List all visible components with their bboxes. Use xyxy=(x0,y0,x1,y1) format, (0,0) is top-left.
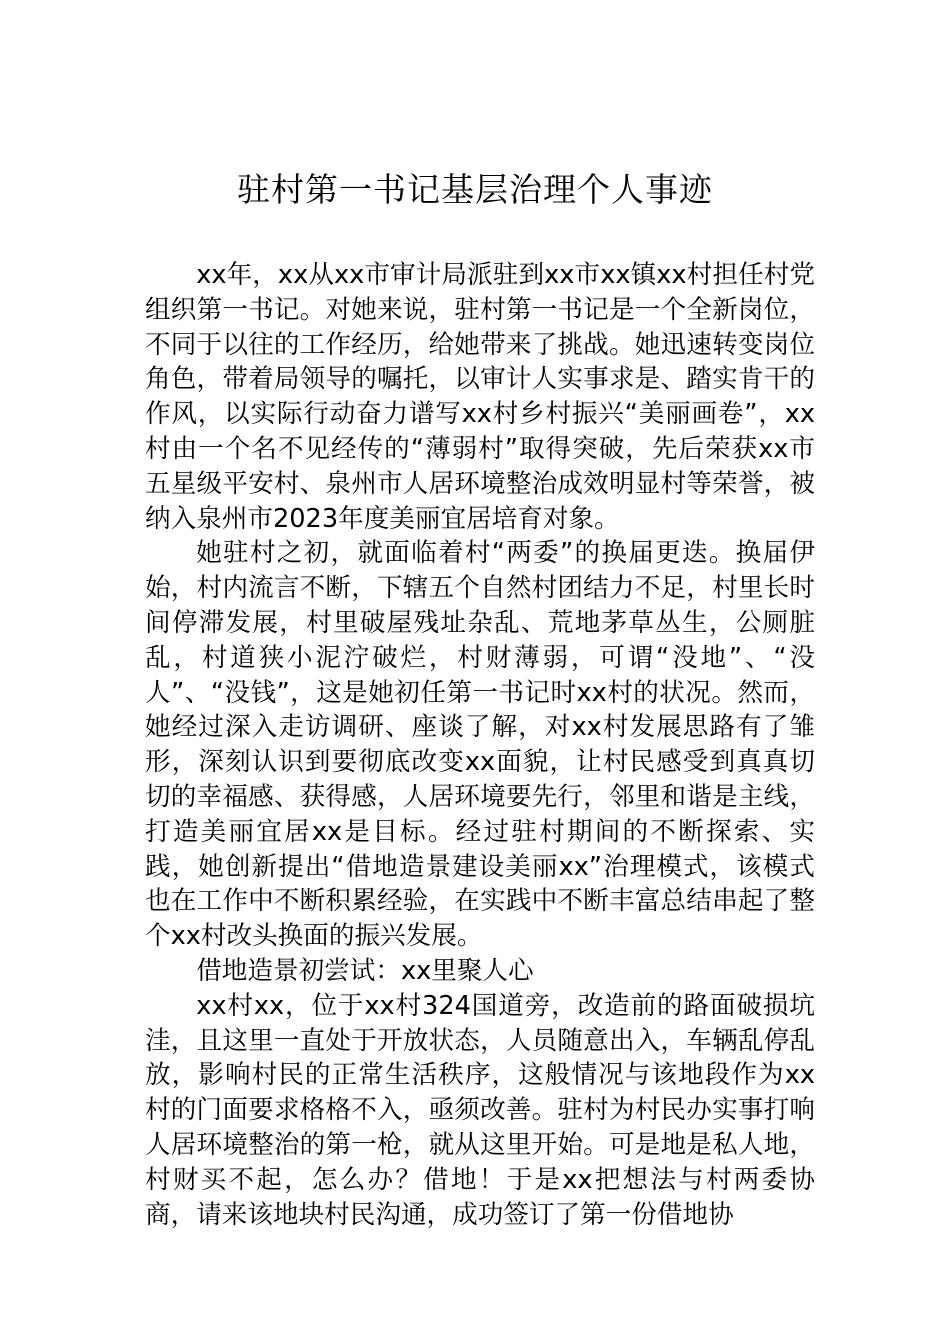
document-title: 驻村第一书记基层治理个人事迹 xyxy=(237,170,713,209)
section-heading: 借地造景初尝试：xx里聚人心 xyxy=(196,955,534,986)
paragraph: xx年，xx从xx市审计局派驻到xx市xx镇xx村担任村党组织第一书记。对她来说，驻村第一书记是一个全新岗位，不同于以往的工作经历，给她带来了挑战。她迅速转变岗位角色，带着局领导的嘱托，以审计人实事求是、踏实肯干的作风，以实际行动奋力谱写xx村乡村振兴“美丽画卷”，xx村由一个名不见经传的“薄弱村”取得突破，先后荣获xx市五星级平安村、泉州市人居环境整治成效明显村等荣誉，被纳入泉州市2023年度美丽宜居培育对象。 xyxy=(145,260,815,534)
document-body xyxy=(145,258,815,1232)
paragraph: 她驻村之初，就面临着村“两委”的换届更迭。换届伊始，村内流言不断，下辖五个自然村团结力不足，村里长时间停滞发展，村里破屋残址杂乱、荒地茅草丛生，公厕脏乱，村道狭小泥泞破烂，村财薄弱，可谓“没地”、“没人”、“没钱”，这是她初任第一书记时xx村的状况。然而，她经过深入走访调研、座谈了解，对xx村发展思路有了雏形，深刻认识到要彻底改变xx面貌，让村民感受到真真切切的幸福感、获得感，人居环境要先行，邻里和谐是主线，打造美丽宜居xx是目标。经过驻村期间的不断探索、实践，她创新提出“借地造景建设美丽xx”治理模式，该模式也在工作中不断积累经验，在实践中不断丰富总结串起了整个xx村改头换面的振兴发展。 xyxy=(145,538,815,952)
paragraph: xx村xx，位于xx村324国道旁，改造前的路面破损坑洼，且这里一直处于开放状态，人员随意出入，车辆乱停乱放，影响村民的正常生活秩序，这般情况与该地段作为xx村的门面要求格格不入，亟须改善。驻村为村民办实事打响人居环境整治的第一枪，就从这里开始。可是地是私人地，村财买不起，怎么办？借地！于是xx把想法与村两委协商，请来该地块村民沟通，成功签订了第一份借地协 xyxy=(145,990,815,1230)
